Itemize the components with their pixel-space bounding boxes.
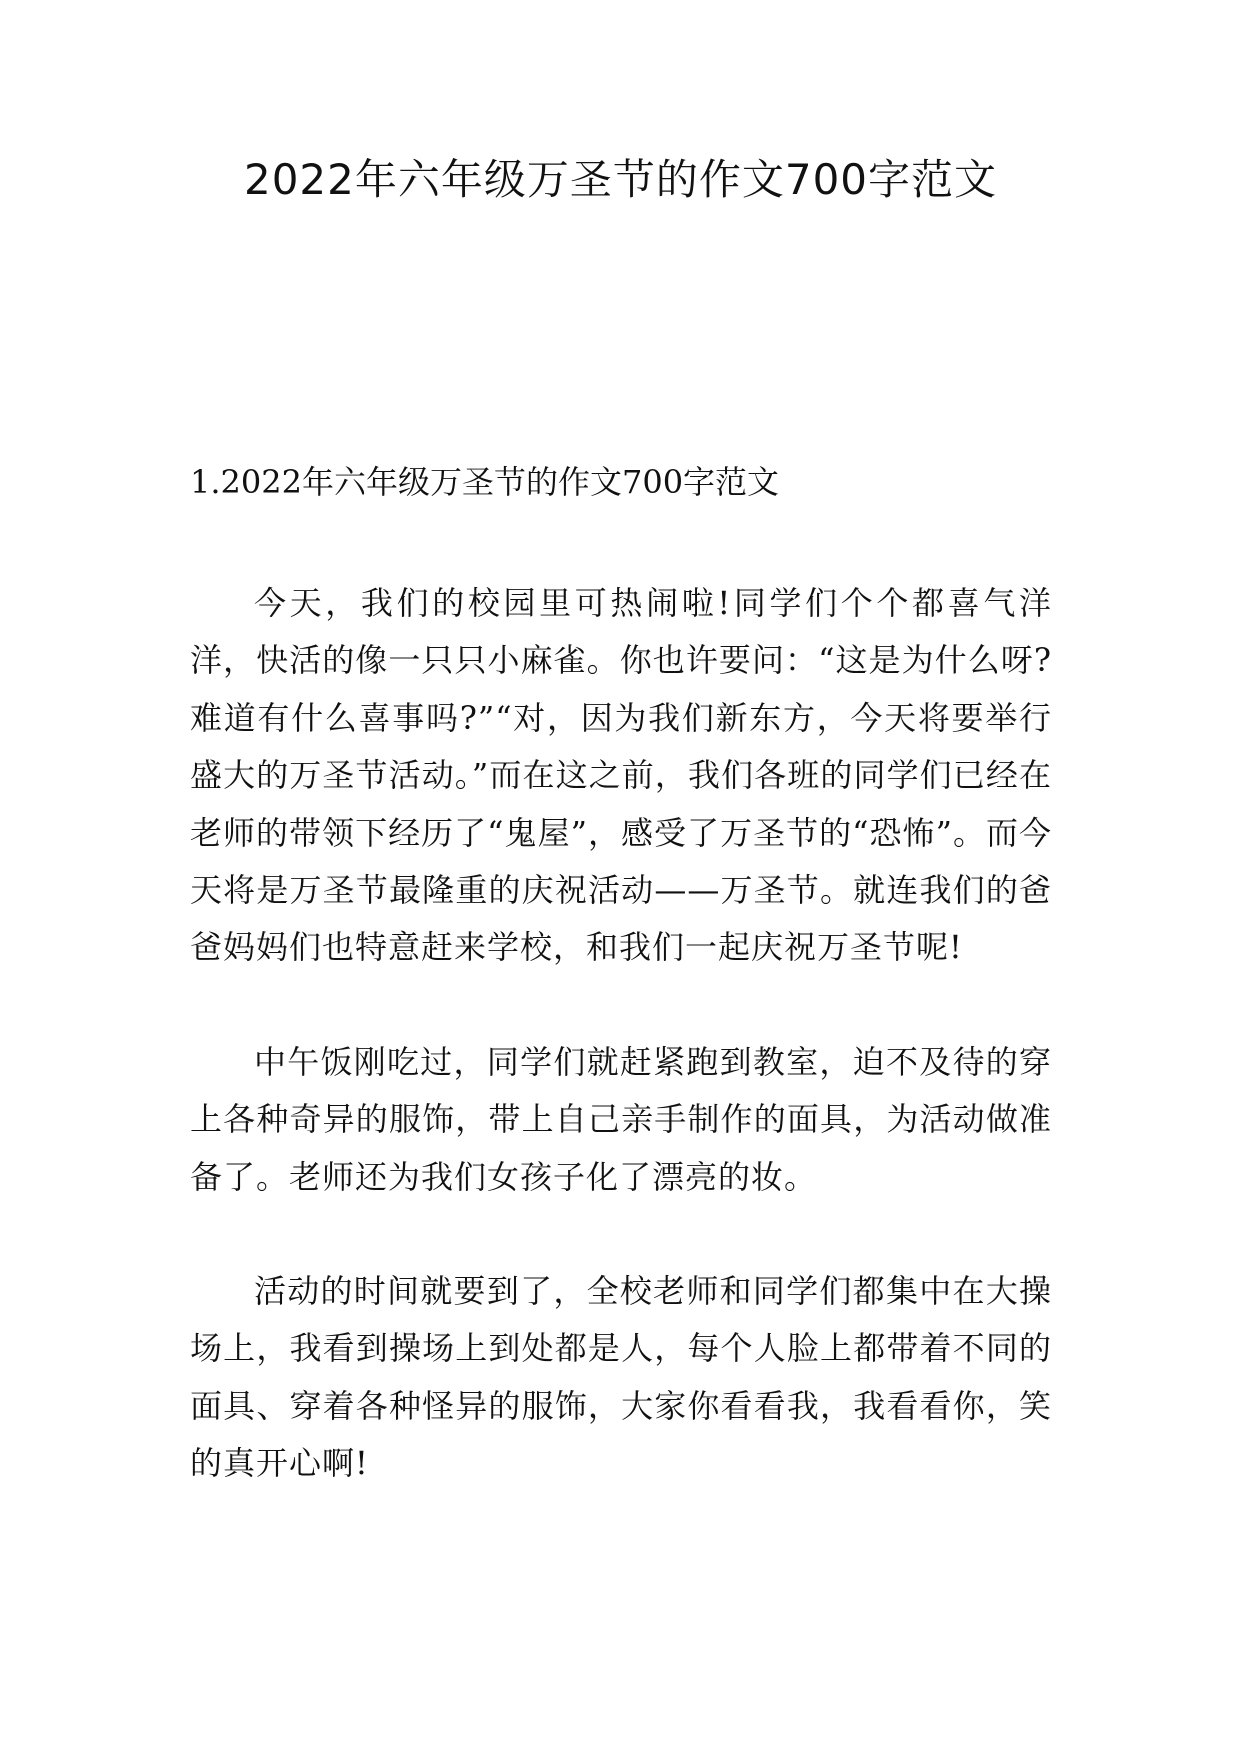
paragraph-3: 活动的时间就要到了，全校老师和同学们都集中在大操场上，我看到操场上到处都是人，每个人脸上都带着不同的面具、穿着各种怪异的服饰，大家你看看我，我看看你，笑的真开心啊! [190,1272,1052,1483]
paragraph-1: 今天，我们的校园里可热闹啦!同学们个个都喜气洋洋，快活的像一只只小麻雀。你也许要问：“这是为什么呀?难道有什么喜事吗?”“对，因为我们新东方，今天将要举行盛大的万圣节活动。”而在这之前，我们各班的同学们已经在老师的带领下经历了“鬼屋”，感受了万圣节的“恐怖”。而今天将是万圣节最隆重的庆祝活动——万圣节。就连我们的爸爸妈妈们也特意赶来学校，和我们一起庆祝万圣节呢! [190,584,1052,967]
section-heading: 1.2022年六年级万圣节的作文700字范文 [190,463,780,501]
paragraph-2: 中午饭刚吃过，同学们就赶紧跑到教室，迫不及待的穿上各种奇异的服饰，带上自己亲手制作的面具，为活动做准备了。老师还为我们女孩子化了漂亮的妆。 [190,1042,1052,1196]
document-body [190,575,1052,1550]
document-title: 2022年六年级万圣节的作文700字范文 [243,155,998,204]
